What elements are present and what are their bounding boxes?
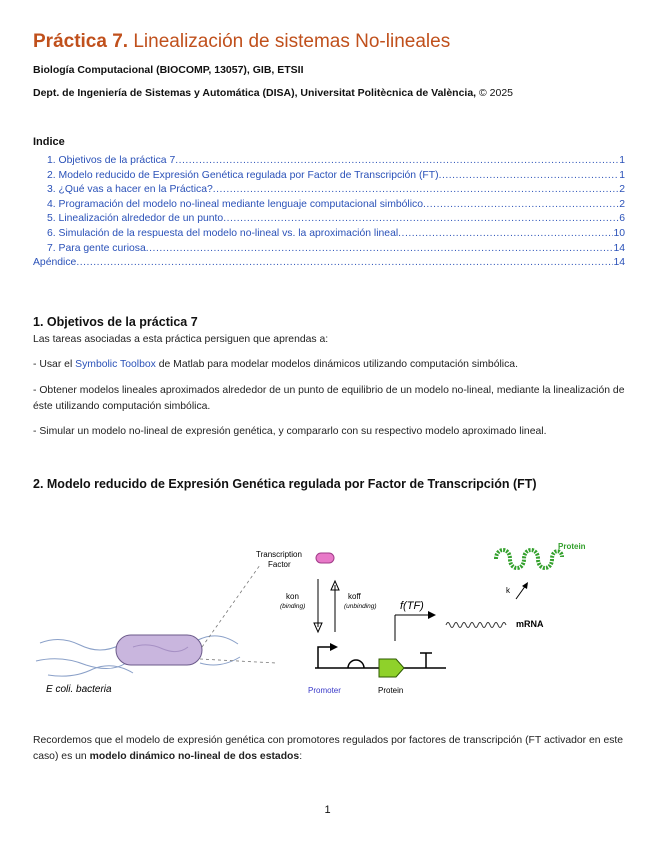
page-number: 1 [324,804,331,816]
tf-label-line-2: Factor [268,560,291,569]
department-text: Dept. de Ingeniería de Sistemas y Automática (DISA), Universitat Politècnica de València, [33,87,477,99]
section-2-paragraph [33,733,633,765]
toc-item-label: 4. Programación del modelo no-lineal mediante lenguaje computacional simbólico [47,198,424,210]
toc-item-7[interactable] [33,243,625,258]
table-of-contents [33,155,625,272]
toc-leader [398,228,613,239]
copyright-text: © 2025 [476,87,514,99]
protein-squiggle [496,550,562,568]
tf-label-line-1: Transcription [256,550,302,559]
document-title [33,31,450,53]
section-1-bullet-3: - Simular un modelo no-lineal de expresión genética, y compararlo con su respectivo modelo aproximado lineal. [33,426,547,437]
toc-item-label: Apéndice [33,257,77,269]
gene-cds-symbol [379,659,404,677]
ftf-label: f(TF) [400,600,424,612]
department-line [33,87,513,99]
protein-bottom-label: Protein [378,686,404,695]
course-line: Biología Computacional (BIOCOMP, 13057), GIB, ETSII [33,64,304,76]
toc-item-1[interactable] [33,155,625,170]
toc-item-label: 6. Simulación de la respuesta del modelo no-lineal vs. la aproximación lineal [47,227,399,239]
toc-item-label: 7. Para gente curiosa [47,242,146,254]
kon-sub-label: (binding) [280,603,306,610]
toc-item-page: 14 [613,242,625,254]
toc-leader [213,184,619,195]
toc-leader [423,199,619,210]
toc-item-page: 14 [613,257,625,269]
toc-item-page: 1 [619,169,625,181]
toc-item-5[interactable] [33,213,625,228]
toc-item-3[interactable] [33,184,625,199]
toc-item-label: 2. Modelo reducido de Expresión Genética regulada por Factor de Transcripción (FT) [47,169,439,181]
bacteria-label: E coli. bacteria [46,684,112,695]
toc-leader [76,257,613,268]
toc-item-label: 3. ¿Qué vas a hacer en la Práctica? [47,184,213,196]
transcription-factor-shape [316,553,334,563]
para-post: : [299,751,303,762]
rbs-symbol [348,660,364,668]
toc-leader [223,213,619,224]
toc-item-6[interactable] [33,228,625,243]
section-1-intro: Las tareas asociadas a esta práctica persiguen que aprendas a: [33,334,329,345]
mrna-strand [446,623,506,628]
gene-expression-figure [28,535,628,710]
section-1-bullet-2: - Obtener modelos lineales aproximados alrededor de un punto de equilibrio de un modelo no-lineal, mediante la linealización de éste utilizando computación simbólica. [33,385,625,412]
protein-top-label: Protein [558,542,586,551]
bullet-1-pre: - Usar el [33,359,76,370]
toc-item-page: 1 [619,155,625,166]
toc-item-page: 2 [619,184,625,196]
para-pre: Recordemos que el modelo de expresión genética con promotores regulados por factores de transcripción (FT activador en este caso) es un [33,735,624,762]
promoter-symbol [318,647,332,668]
translation-arrow-head [522,582,528,589]
terminator-symbol [420,653,432,668]
k-label: k [506,586,510,595]
section-1-heading: 1. Objetivos de la práctica 7 [33,315,198,329]
toc-item-appendix[interactable] [33,257,625,272]
toc-item-page: 10 [613,227,625,239]
koff-sub-label: (unbinding) [344,603,377,610]
bacteria-illustration [36,565,276,676]
toc-leader [439,170,620,181]
section-1-bullet-1 [33,357,633,373]
toc-item-label: 5. Linealización alrededor de un punto [47,213,224,225]
title-rest: Linealización de sistemas No-lineales [128,31,451,52]
kon-label: kon [286,592,299,601]
koff-label: koff [348,592,361,601]
mrna-label: mRNA [516,619,544,629]
section-2-heading: 2. Modelo reducido de Expresión Genética regulada por Factor de Transcripción (FT) [33,477,537,491]
toc-item-4[interactable] [33,199,625,214]
promoter-arrow-head [330,643,338,651]
promoter-label: Promoter [308,686,341,695]
toc-leader [146,243,614,254]
transcription-arrow-head [428,611,436,619]
title-bold: Práctica 7. [33,31,129,52]
index-heading: Indice [33,136,65,148]
bullet-1-post: de Matlab para modelar modelos dinámicos utilizando computación simbólica. [155,359,518,370]
para-bold: modelo dinámico no-lineal de dos estados [89,751,300,762]
toc-item-2[interactable] [33,170,625,185]
toc-leader [175,155,619,166]
toc-item-page: 6 [619,213,625,225]
toc-item-page: 2 [619,198,625,210]
toc-item-label: 1. Objetivos de la práctica 7 [47,155,176,166]
symbolic-toolbox-link[interactable]: Symbolic Toolbox [75,359,156,370]
